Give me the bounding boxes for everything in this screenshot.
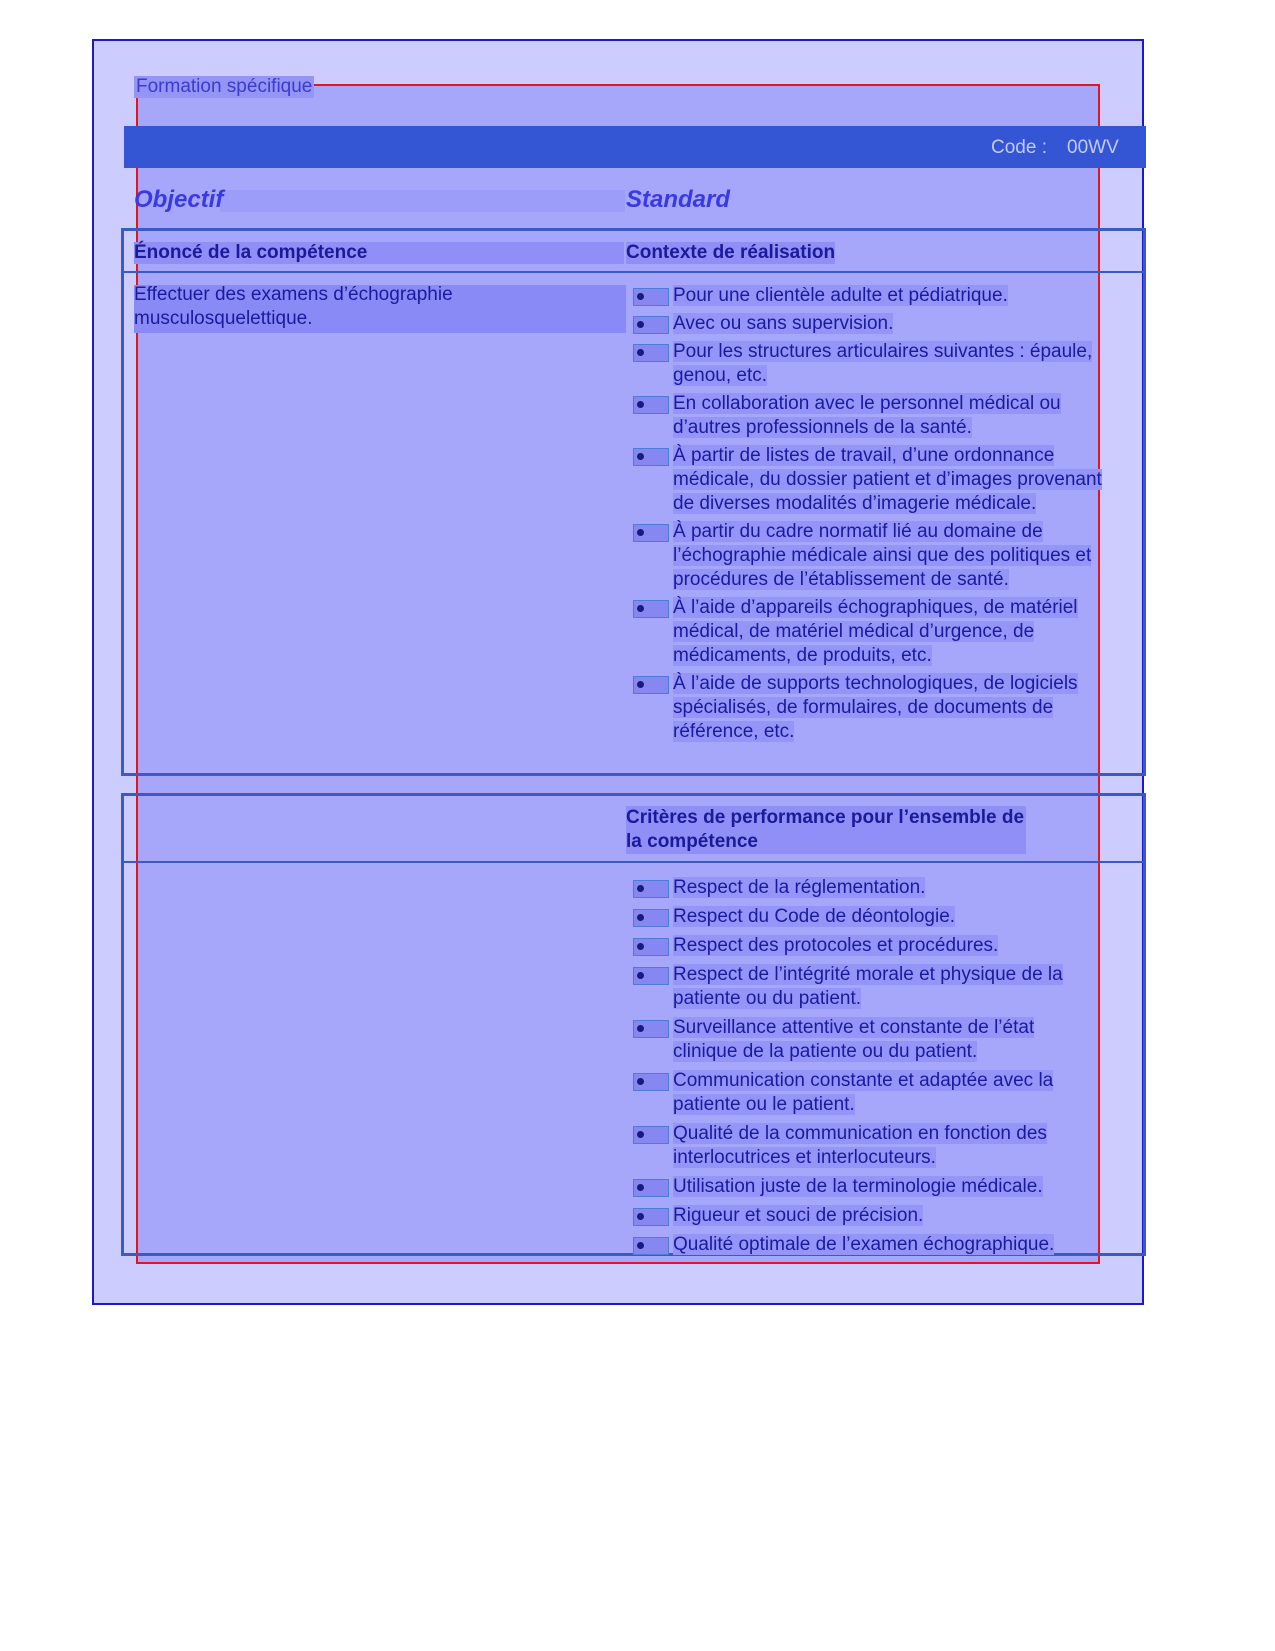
code-value: 00WV bbox=[1067, 137, 1119, 158]
performance-heading: Critères de performance pour l’ensemble de la compétence bbox=[626, 807, 1025, 852]
bullet-icon bbox=[633, 524, 669, 542]
context-list bbox=[633, 284, 1121, 744]
bullet-icon bbox=[633, 316, 669, 334]
objective-heading: Objectif bbox=[134, 186, 224, 213]
list-item: Utilisation juste de la terminologie médicale. bbox=[633, 1175, 1099, 1199]
bullet-icon bbox=[633, 1237, 669, 1255]
bullet-icon bbox=[633, 600, 669, 618]
list-item: Respect du Code de déontologie. bbox=[633, 905, 1099, 929]
list-item: Qualité optimale de l’examen échographique. bbox=[633, 1233, 1099, 1257]
competence-divider bbox=[124, 271, 1143, 273]
list-item: À l’aide de supports technologiques, de logiciels spécialisés, de formulaires, de documents de référence, etc. bbox=[633, 672, 1121, 744]
context-heading: Contexte de réalisation bbox=[626, 242, 836, 263]
list-item: Rigueur et souci de précision. bbox=[633, 1204, 1099, 1228]
list-item: Surveillance attentive et constante de l’état clinique de la patiente ou du patient. bbox=[633, 1016, 1099, 1064]
code-label: Code : bbox=[991, 137, 1047, 158]
bullet-icon bbox=[633, 676, 669, 694]
bullet-icon bbox=[633, 880, 669, 898]
list-item: À partir du cadre normatif lié au domaine de l’échographie médicale ainsi que des politiques et procédures de l’établissement de santé. bbox=[633, 520, 1121, 592]
statement-heading: Énoncé de la compétence bbox=[134, 242, 624, 264]
list-item: Respect de la réglementation. bbox=[633, 876, 1099, 900]
list-item: Communication constante et adaptée avec la patiente ou le patient. bbox=[633, 1069, 1099, 1117]
bullet-icon bbox=[633, 1179, 669, 1197]
list-item: Pour les structures articulaires suivantes : épaule, genou, etc. bbox=[633, 340, 1121, 388]
list-item: Respect des protocoles et procédures. bbox=[633, 934, 1099, 958]
bullet-icon bbox=[633, 909, 669, 927]
performance-divider bbox=[124, 861, 1143, 863]
list-item: Avec ou sans supervision. bbox=[633, 312, 1121, 336]
list-item: À partir de listes de travail, d’une ordonnance médicale, du dossier patient et d’images provenant de diverses modalités d’imagerie médicale. bbox=[633, 444, 1121, 516]
bullet-icon bbox=[633, 1073, 669, 1091]
standard-heading: Standard bbox=[626, 186, 731, 213]
performance-list bbox=[633, 876, 1099, 1257]
list-item: À l’aide d’appareils échographiques, de matériel médical, de matériel médical d’urgence, de médicaments, de produits, etc. bbox=[633, 596, 1121, 668]
bullet-icon bbox=[633, 288, 669, 306]
list-item: Qualité de la communication en fonction des interlocutrices et interlocuteurs. bbox=[633, 1122, 1099, 1170]
list-item: Pour une clientèle adulte et pédiatrique. bbox=[633, 284, 1121, 308]
bullet-icon bbox=[633, 1208, 669, 1226]
list-item: En collaboration avec le personnel médical ou d’autres professionnels de la santé. bbox=[633, 392, 1121, 440]
bullet-icon bbox=[633, 1126, 669, 1144]
bullet-icon bbox=[633, 938, 669, 956]
objective-underline bbox=[220, 190, 625, 212]
bullet-icon bbox=[633, 344, 669, 362]
bullet-icon bbox=[633, 1020, 669, 1038]
bullet-icon bbox=[633, 448, 669, 466]
section-title: Formation spécifique bbox=[136, 76, 313, 97]
statement-text: Effectuer des examens d’échographie musculosquelettique. bbox=[134, 284, 453, 329]
list-item: Respect de l’intégrité morale et physique de la patiente ou du patient. bbox=[633, 963, 1099, 1011]
bullet-icon bbox=[633, 396, 669, 414]
bullet-icon bbox=[633, 967, 669, 985]
